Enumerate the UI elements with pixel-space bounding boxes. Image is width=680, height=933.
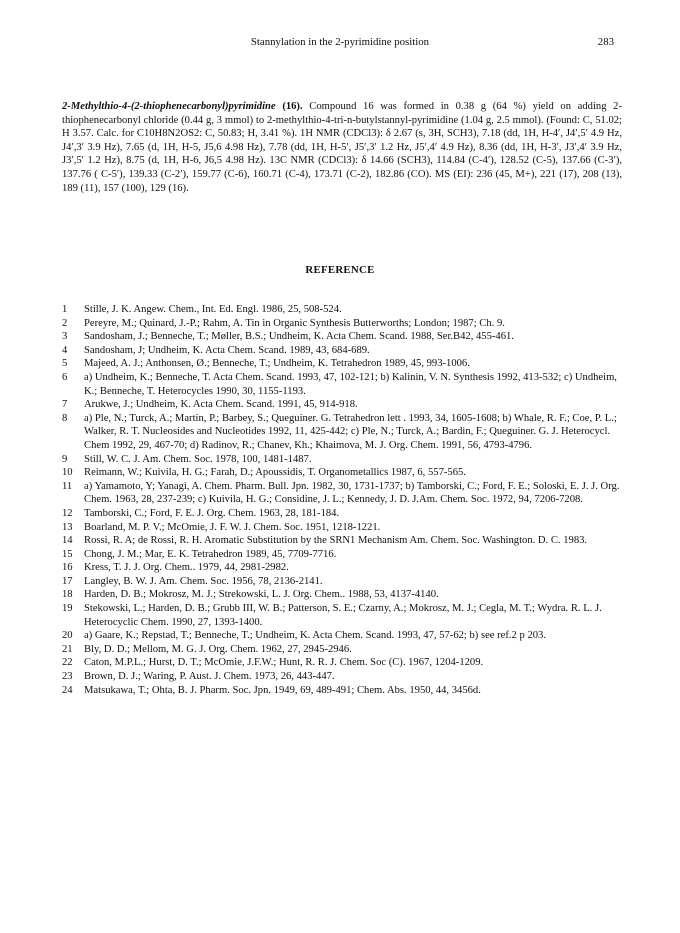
compound-description: [62, 100, 622, 195]
reference-text: Majeed, A. J.; Anthonsen, Ø.; Benneche, T.; Undheim, K. Tetrahedron 1989, 45, 993-1006.: [84, 358, 470, 370]
reference-number: 3: [62, 331, 68, 343]
reference-text: Caton, M.P.L.; Hurst, D. T.; McOmie, J.F.W.; Hunt, R. R. J. Chem. Soc (C). 1967, 1204-1209.: [84, 657, 484, 669]
reference-item: [62, 357, 622, 371]
reference-text: a) Gaare, K.; Repstad, T.; Benneche, T.; Undheim, K. Acta Chem. Scand. 1993, 47, 57-62; b) see ref.2 p 203.: [84, 630, 546, 642]
reference-text: a) Undheim, K.; Benneche, T. Acta Chem. Scand. 1993, 47, 102-121; b) Kalinin, V. N. Synthesis 1992, 413-532; c) Undheim, K.; Benneche, T. Heterocycles 1990, 30, 1155-1193.: [84, 371, 617, 397]
reference-item: [62, 412, 622, 453]
reference-text: Stekowski, L.; Harden, D. B.; Grubb III, W. B.; Patterson, S. E.; Czarny, A.; Mokrosz, M. J.; Cegla, M. T.; Wydra. R. L. J. Heterocyclic Chem. 1990, 27, 1393-1400.: [84, 603, 602, 628]
reference-item: [62, 561, 622, 575]
reference-number: 24: [62, 684, 73, 696]
reference-number: 10: [62, 467, 73, 479]
reference-text: Harden, D. B.; Mokrosz, M. J.; Strekowski, L. J. Org. Chem.. 1988, 53, 4137-4140.: [84, 589, 439, 601]
reference-text: Sandosham, J; Undheim, K. Acta Chem. Scand. 1989, 43, 684-689.: [84, 344, 370, 356]
reference-text: a) Ple, N.; Turck, A.; Martin, P.; Barbey, S.; Queguiner. G. Tetrahedron lett . 1993, 34, 1605-1608; b) Whale, R. F.; Coe, P. L.; Walker, R. T. Nucleosides and Nucleotides 1992, 11, 425-442; c) Ple, N.; Turck, A.; Bardin, F.; Queguiner. G. J. Heterocycl. Chem 1992, 29, 467-70; d) Radinov, R.; Chanev, Kh.; Khaimova, M. J. Org. Chem. 1991, 56, 4793-4796.: [84, 412, 617, 451]
references-heading: REFERENCE: [305, 264, 375, 276]
reference-item: [62, 371, 622, 398]
reference-number: 2: [62, 317, 68, 329]
reference-item: [62, 317, 622, 331]
reference-number: 21: [62, 643, 73, 655]
compound-number: (16).: [282, 101, 303, 112]
reference-item: [62, 670, 622, 684]
reference-item: [62, 466, 622, 480]
reference-number: 6: [62, 371, 68, 383]
page-number: 283: [597, 36, 614, 48]
reference-number: 4: [62, 344, 68, 356]
reference-item: [62, 656, 622, 670]
reference-text: Bly, D. D.; Mellom, M. G. J. Org. Chem. 1962, 27, 2945-2946.: [84, 643, 352, 655]
reference-text: Stille, J. K. Angew. Chem., Int. Ed. Engl. 1986, 25, 508-524.: [84, 304, 342, 315]
reference-number: 16: [62, 562, 73, 574]
reference-text: Matsukawa, T.; Ohta, B. J. Pharm. Soc. Jpn. 1949, 69, 489-491; Chem. Abs. 1950, 44, 3456d.: [84, 684, 481, 696]
reference-item: [62, 521, 622, 535]
reference-text: a) Yamamoto, Y; Yanagi, A. Chem. Pharm. Bull. Jpn. 1982, 30, 1731-1737; b) Tamborski, C.; Ford, F. E.; Soloski, E. J. J. Org. Chem. 1963, 28, 237-239; c) Kuivila, H. G.; Considine, J. L.; Kennedy, J. D. J.Am. Chem. Soc. 1972, 94, 7206-7208.: [84, 480, 620, 506]
reference-number: 15: [62, 548, 73, 560]
reference-item: [62, 303, 622, 317]
reference-item: [62, 588, 622, 602]
reference-number: 23: [62, 671, 73, 683]
reference-text: Boarland, M. P. V.; McOmie, J. F. W. J. Chem. Soc. 1951, 1218-1221.: [84, 521, 381, 533]
reference-item: [62, 453, 622, 467]
reference-number: 22: [62, 657, 73, 669]
reference-text: Arukwe, J.; Undheim, K. Acta Chem. Scand. 1991, 45, 914-918.: [84, 399, 358, 411]
reference-text: Tamborski, C.; Ford, F. E. J. Org. Chem. 1963, 28, 181-184.: [84, 507, 340, 519]
reference-item: [62, 629, 622, 643]
reference-number: 20: [62, 630, 73, 642]
running-title: Stannylation in the 2-pyrimidine position: [250, 36, 430, 48]
reference-text: Langley, B. W. J. Am. Chem. Soc. 1956, 78, 2136-2141.: [84, 575, 323, 587]
reference-item: [62, 548, 622, 562]
reference-text: Rossi, R. A; de Rossi, R. H. Aromatic Substitution by the SRN1 Mechanism Am. Chem. Soc. Washington. D. C. 1983.: [84, 535, 588, 547]
reference-number: 11: [62, 480, 73, 492]
reference-item: [62, 575, 622, 589]
compound-name: 2-Methylthio-4-(2-thiophenecarbonyl)pyrimidine: [62, 101, 276, 112]
reference-number: 12: [62, 507, 73, 519]
reference-item: [62, 643, 622, 657]
reference-item: [62, 398, 622, 412]
reference-number: 14: [62, 535, 73, 547]
reference-text: Brown, D. J.; Waring, P. Aust. J. Chem. 1973, 26, 443-447.: [84, 671, 335, 683]
reference-text: Chong, J. M.; Mar, E. K. Tetrahedron 1989, 45, 7709-7716.: [84, 548, 337, 560]
reference-number: 7: [62, 399, 68, 411]
reference-number: 8: [62, 412, 68, 424]
reference-item: [62, 534, 622, 548]
reference-text: Pereyre, M.; Quinard, J.-P.; Rahm, A. Tin in Organic Synthesis Butterworths; London; 1987; Ch. 9.: [84, 317, 505, 329]
compound-body: Compound 16 was formed in 0.38 g (64 %) yield on adding 2-thiophenecarbonyl chloride (0.44 g, 3 mmol) to 2-methylthio-4-tri-n-butylstannyl-pyrimidine (1.04 g, 2.5 mmol). (Found: C, 51.02; H 3.57. Calc. for C10H8N2OS2: C, 50.83; H, 3.41 %). 1H NMR (CDCl3): δ 2.67 (s, 3H, SCH3), 7.18 (dd, 1H, H-4′, J4′,5′ 4.9 Hz, J4′,3′ 3.9 Hz), 7.65 (d, 1H, H-5, J5,6 4.98 Hz), 7.78 (dd, 1H, H-5′, J5′,3′ 1.2 Hz, J5′,4′ 4.9 Hz), 8.36 (dd, 1H, H-3′, J3′,4′ 3.9 Hz, J3′,5′ 1.2 Hz), 8.75 (d, 1H, H-6, J6,5 4.98 Hz). 13C NMR (CDCl3): δ 14.66 (SCH3), 114.84 (C-4′), 128.52 (C-5), 137.66 (C-3′), 137.76 ( C-5′), 139.33 (C-2′), 159.77 (C-6), 160.71 (C-4), 173.71 (C-2), 182.86 (CO). MS (EI): 236 (45, M+), 221 (17), 208 (13), 189 (11), 157 (100), 129 (16).: [62, 101, 622, 194]
reference-item: [62, 480, 622, 507]
reference-number: 9: [62, 453, 68, 465]
reference-number: 5: [62, 358, 68, 370]
page-header: [0, 36, 680, 50]
reference-text: Sandosham, J.; Benneche, T.; Møller, B.S.; Undheim, K. Acta Chem. Scand. 1988, Ser.B42, 455-461.: [84, 331, 514, 343]
reference-item: [62, 507, 622, 521]
reference-item: [62, 344, 622, 358]
reference-number: 18: [62, 589, 73, 601]
reference-number: 19: [62, 603, 73, 615]
reference-number: 17: [62, 575, 73, 587]
reference-number: 1: [62, 304, 68, 315]
reference-text: Kress, T. J. J. Org. Chem.. 1979, 44, 2981-2982.: [84, 562, 289, 574]
reference-item: [62, 684, 622, 698]
reference-item: [62, 602, 622, 629]
reference-number: 13: [62, 521, 73, 533]
reference-text: Reimann, W.; Kuivila, H. G.; Farah, D.; Apoussidis, T. Organometallics 1987, 6, 557-565.: [84, 467, 466, 479]
reference-list: [62, 303, 622, 697]
reference-item: [62, 330, 622, 344]
reference-text: Still, W. C. J. Am. Chem. Soc. 1978, 100, 1481-1487.: [84, 453, 312, 465]
